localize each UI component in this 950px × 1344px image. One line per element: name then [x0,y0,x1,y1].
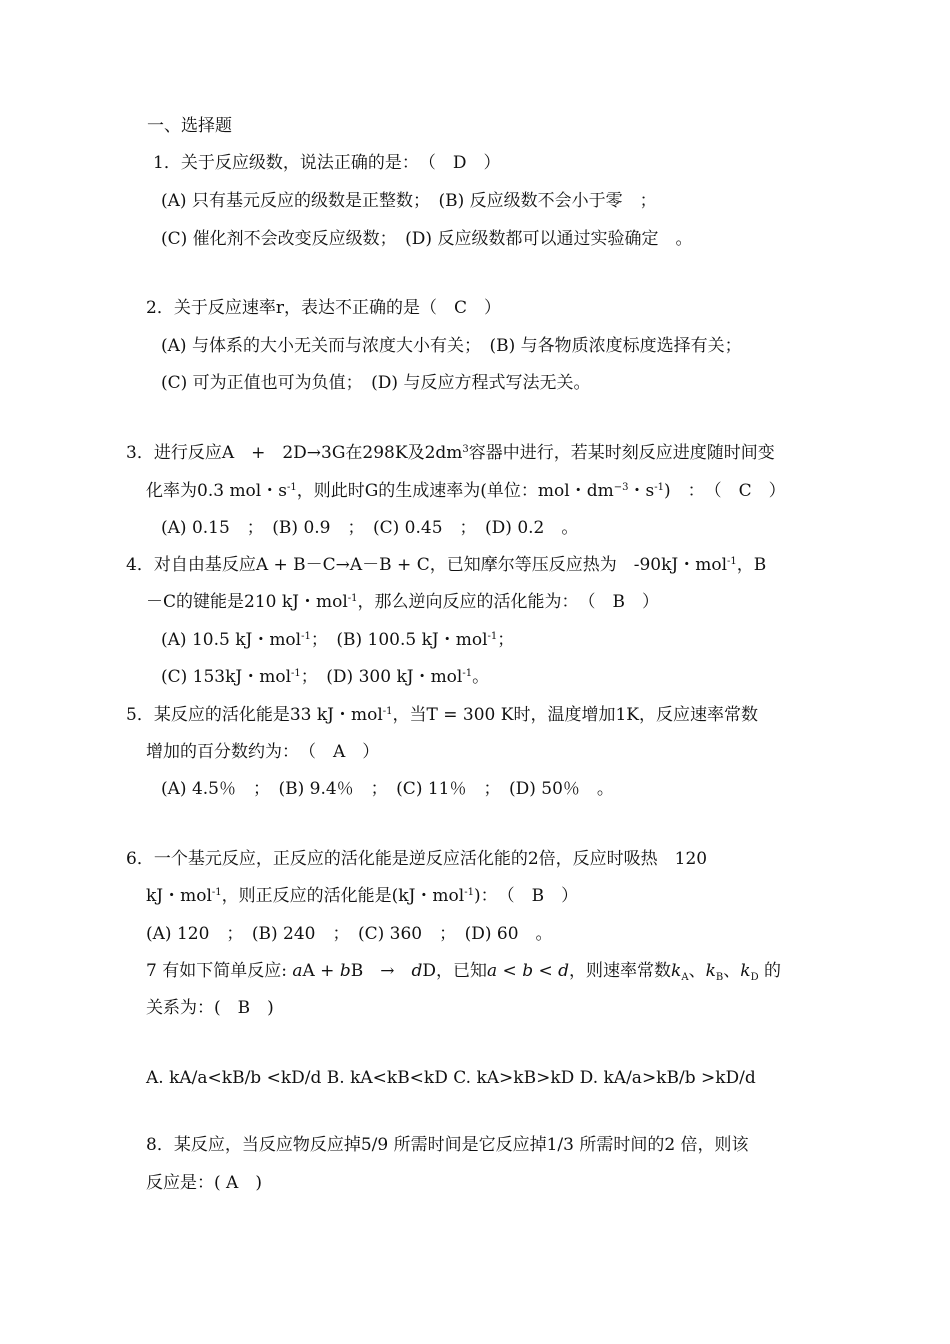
q7-line-2: 关系为：( B ) [146,998,274,1018]
q8-line-2: 反应是：( A ) [146,1173,262,1193]
q1-stem: 1．关于反应级数，说法正确的是： （ D ） [153,153,501,173]
q2-stem: 2．关于反应速率r，表达不正确的是（ C ） [146,298,501,318]
q4-options-1: (A) 10.5 kJ・mol$^{-1}$； (B) 100.5 kJ・mol$^{-1}$； [161,630,515,650]
q6-line-1: 6．一个基元反应，正反应的活化能是逆反应活化能的2倍，反应时吸热 120 [126,849,708,869]
q3-options: (A) 0.15 ； (B) 0.9 ； (C) 0.45 ； (D) 0.2 。 [161,518,579,538]
q5-line-1: 5．某反应的活化能是33 kJ・mol$^{-1}$，当T = 300 K时，温度增加1K，反应速率常数 [126,705,758,725]
q5-options: (A) 4.5％ ； (B) 9.4％ ； (C) 11％ ； (D) 50％ 。 [161,779,614,799]
q7-line-1: 7 有如下简单反应: aA + bB → dD，已知a < b < d，则速率常数$k_A$、$k_B$、$k_D$ 的 [146,961,781,983]
q3-line-2: 化率为0.3 mol・$s^{-1}$，则此时G的生成速率为(单位：mol・$dm^{-3}$・$s^{-1}$) ： （ C ） [146,481,786,501]
q4-options-2: (C) 153kJ・mol$^{-1}$； (D) 300 kJ・mol$^{-1}$。 [161,667,490,687]
q6-options: (A) 120 ； (B) 240 ； (C) 360 ； (D) 60 。 [146,924,553,944]
section-title: 一、选择题 [147,116,232,136]
q2-options-1: (A) 与体系的大小无关而与浓度大小有关； (B) 与各物质浓度标度选择有关； [161,336,742,356]
q4-line-1: 4．对自由基反应A + B－C→A－B + C，已知摩尔等压反应热为 -90kJ・mol$^{-1}$，B [126,555,767,575]
q1-options-1: (A) 只有基元反应的级数是正整数； (B) 反应级数不会小于零 ； [161,191,657,211]
q7-answers: A. kA/a<kB/b <kD/d B. kA<kB<kD C. kA>kB>kD D. kA/a>kB/b >kD/d [146,1068,756,1088]
q4-line-2: －C的键能是210 kJ・mol$^{-1}$，那么逆向反应的活化能为： （ B ） [146,592,660,612]
q6-line-2: kJ・mol$^{-1}$，则正反应的活化能是(kJ・mol$^{-1}$)： （ B ） [146,886,579,906]
q5-line-2: 增加的百分数约为： （ A ） [146,742,380,762]
q8-line-1: 8．某反应，当反应物反应掉5/9 所需时间是它反应掉1/3 所需时间的2 倍，则该 [146,1135,749,1155]
q1-options-2: (C) 催化剂不会改变反应级数； (D) 反应级数都可以通过实验确定 。 [161,229,693,249]
q2-options-2: (C) 可为正值也可为负值； (D) 与反应方程式写法无关。 [161,373,591,393]
q3-line-1: 3．进行反应A + 2D→3G在298K及$2dm^3$容器中进行，若某时刻反应进度随时间变 [126,443,775,463]
